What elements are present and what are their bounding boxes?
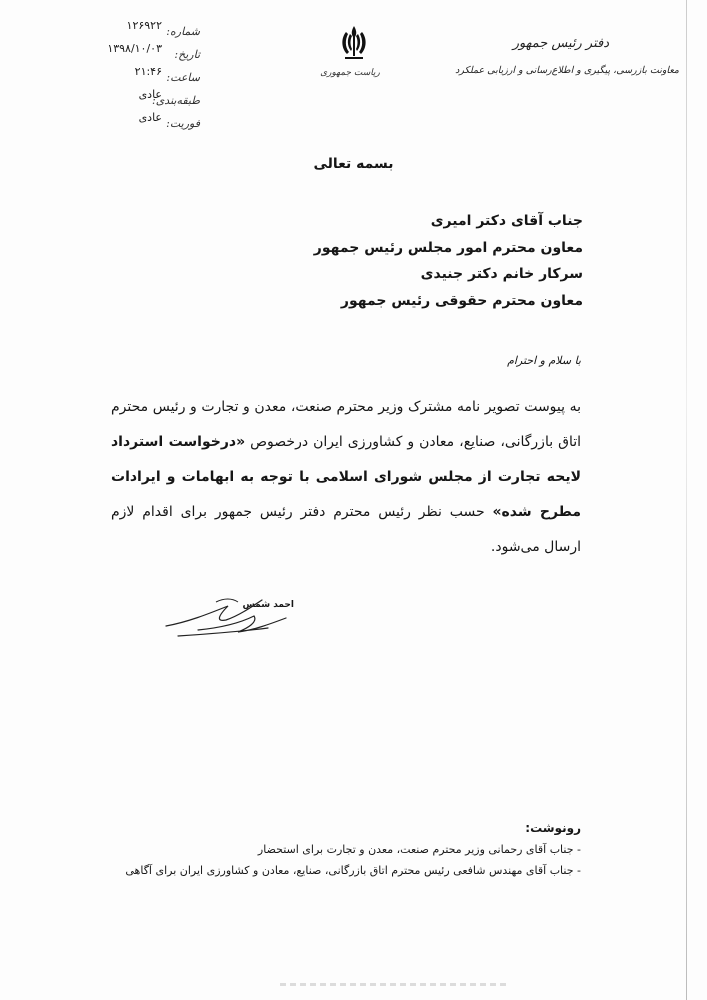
office-header	[439, 36, 679, 76]
iran-emblem-icon	[332, 22, 376, 66]
body-subject: «درخواست استرداد لایحه تجارت از مجلس شورای اسلامی با توجه به ابهامات و ایرادات مطرح شده»	[111, 434, 581, 520]
letter-time: ۲۱:۴۶	[134, 65, 162, 78]
urgency-value: عادی	[138, 111, 162, 124]
classification-value: عادی	[138, 88, 162, 101]
number-label: شماره:	[166, 25, 200, 38]
basmala: بسمه تعالی	[313, 156, 394, 172]
scan-mark	[280, 983, 510, 986]
office-subtitle: معاونت بازرسی، پیگیری و اطلاع‌رسانی و ارزیابی عملکرد	[455, 65, 679, 76]
letter-body	[111, 390, 581, 565]
metadata-values	[88, 14, 162, 129]
cc-section	[111, 818, 581, 881]
cc-title: رونوشت:	[525, 821, 581, 835]
time-label: ساعت:	[166, 71, 200, 84]
emblem-caption: ریاست جمهوری	[320, 68, 380, 78]
letter-date: ۱۳۹۸/۱۰/۰۳	[107, 42, 162, 55]
signature	[158, 592, 298, 642]
cc-item: - جناب آقای مهندس شافعی رئیس محترم اتاق بازرگانی، صنایع، معادن و کشاورزی ایران برای آگاهی	[125, 864, 581, 877]
letter-number: ۱۲۶۹۲۲	[126, 19, 162, 32]
addressee-line: معاون محترم حقوقی رئیس جمهور	[340, 292, 583, 309]
body-text-part2: حسب نظر رئیس محترم دفتر رئیس جمهور برای اقدام لازم ارسال می‌شود.	[111, 504, 581, 555]
cc-item: - جناب آقای رحمانی وزیر محترم صنعت، معدن و تجارت برای استحضار	[257, 843, 581, 856]
greeting: با سلام و احترام	[507, 354, 581, 367]
signer-name: احمد شمس	[242, 600, 294, 610]
addressee-line: جناب آقای دکتر امیری	[430, 213, 583, 229]
date-label: تاریخ:	[174, 48, 200, 61]
addressees	[183, 208, 583, 314]
office-title: دفتر رئیس جمهور	[512, 36, 609, 51]
addressee-line: معاون محترم امور مجلس رئیس جمهور	[313, 239, 583, 256]
addressee-line: سرکار خانم دکتر جنیدی	[420, 266, 583, 282]
body-text-part1: به پیوست تصویر نامه مشترک وزیر محترم صنعت، معدن و تجارت و رئیس محترم اتاق بازرگانی، صنایع، معادن و کشاورزی ایران درخصوص	[111, 399, 582, 450]
classification-label: طبقه‌بندی:	[151, 94, 200, 107]
urgency-label: فوریت:	[166, 117, 200, 130]
scan-edge	[686, 0, 687, 1000]
